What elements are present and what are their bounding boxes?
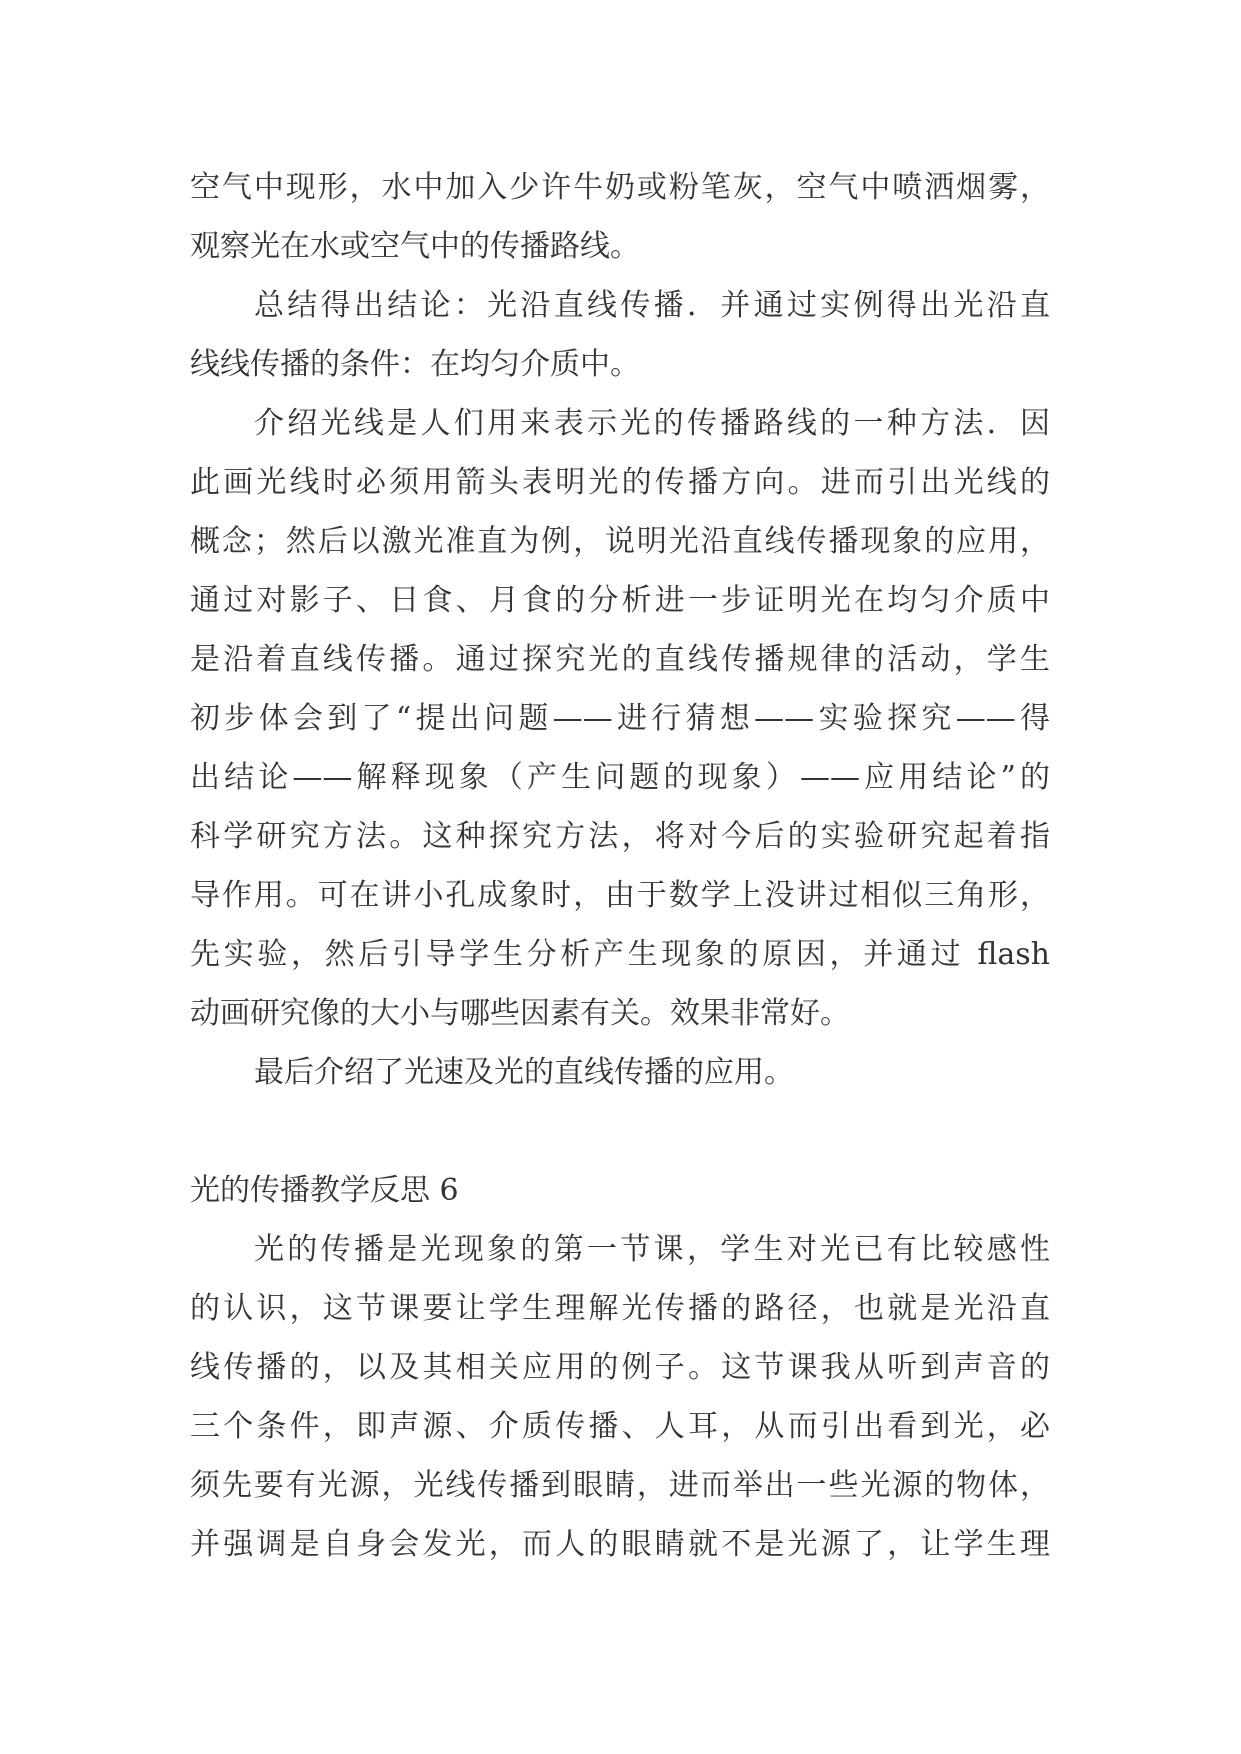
text-line: 须先要有光源，光线传播到眼睛，进而举出一些光源的物体， — [190, 1468, 1050, 1503]
text-line: 观察光在水或空气中的传播路线。 — [190, 229, 640, 264]
text-line: 空气中现形，水中加入少许牛奶或粉笔灰，空气中喷洒烟雾， — [190, 170, 1050, 205]
text-line: 通过对影子、日食、月食的分析进一步证明光在均匀介质中 — [190, 583, 1050, 618]
document-body — [190, 158, 1050, 1574]
text-line: 线线传播的条件：在均匀介质中。 — [190, 347, 640, 382]
text-line: 光的传播是光现象的第一节课，学生对光已有比较感性 — [254, 1232, 1050, 1267]
text-line: 先实验，然后引导学生分析产生现象的原因，并通过 flash — [190, 937, 1050, 972]
text-line: 线传播的，以及其相关应用的例子。这节课我从听到声音的 — [190, 1350, 1050, 1385]
text-line: 概念；然后以激光准直为例，说明光沿直线传播现象的应用， — [190, 524, 1050, 559]
paragraph — [190, 394, 1050, 1043]
text-line: 总结得出结论：光沿直线传播．并通过实例得出光沿直 — [254, 288, 1050, 323]
text-line: 是沿着直线传播。通过探究光的直线传播规律的活动，学生 — [190, 642, 1050, 677]
text-line: 最后介绍了光速及光的直线传播的应用。 — [254, 1055, 794, 1090]
text-line: 三个条件，即声源、介质传播、人耳，从而引出看到光，必 — [190, 1409, 1050, 1444]
text-line: 动画研究像的大小与哪些因素有关。效果非常好。 — [190, 996, 850, 1031]
paragraph — [190, 1043, 1050, 1102]
text-line: 并强调是自身会发光，而人的眼睛就不是光源了，让学生理 — [190, 1527, 1050, 1562]
text-line: 科学研究方法。这种探究方法，将对今后的实验研究起着指 — [190, 819, 1050, 854]
blank-line — [190, 1102, 1050, 1161]
text-line: 初步体会到了“提出问题——进行猜想——实验探究——得 — [190, 701, 1050, 736]
text-line: 此画光线时必须用箭头表明光的传播方向。进而引出光线的 — [190, 465, 1050, 500]
text-line: 的认识，这节课要让学生理解光传播的路径，也就是光沿直 — [190, 1291, 1050, 1326]
text-line: 介绍光线是人们用来表示光的传播路线的一种方法．因 — [254, 406, 1050, 441]
paragraph — [190, 276, 1050, 394]
section-title: 光的传播教学反思 6 — [190, 1173, 459, 1208]
paragraph — [190, 1220, 1050, 1574]
text-line: 出结论——解释现象（产生问题的现象）——应用结论”的 — [190, 760, 1050, 795]
paragraph — [190, 158, 1050, 276]
text-line: 导作用。可在讲小孔成象时，由于数学上没讲过相似三角形， — [190, 878, 1050, 913]
